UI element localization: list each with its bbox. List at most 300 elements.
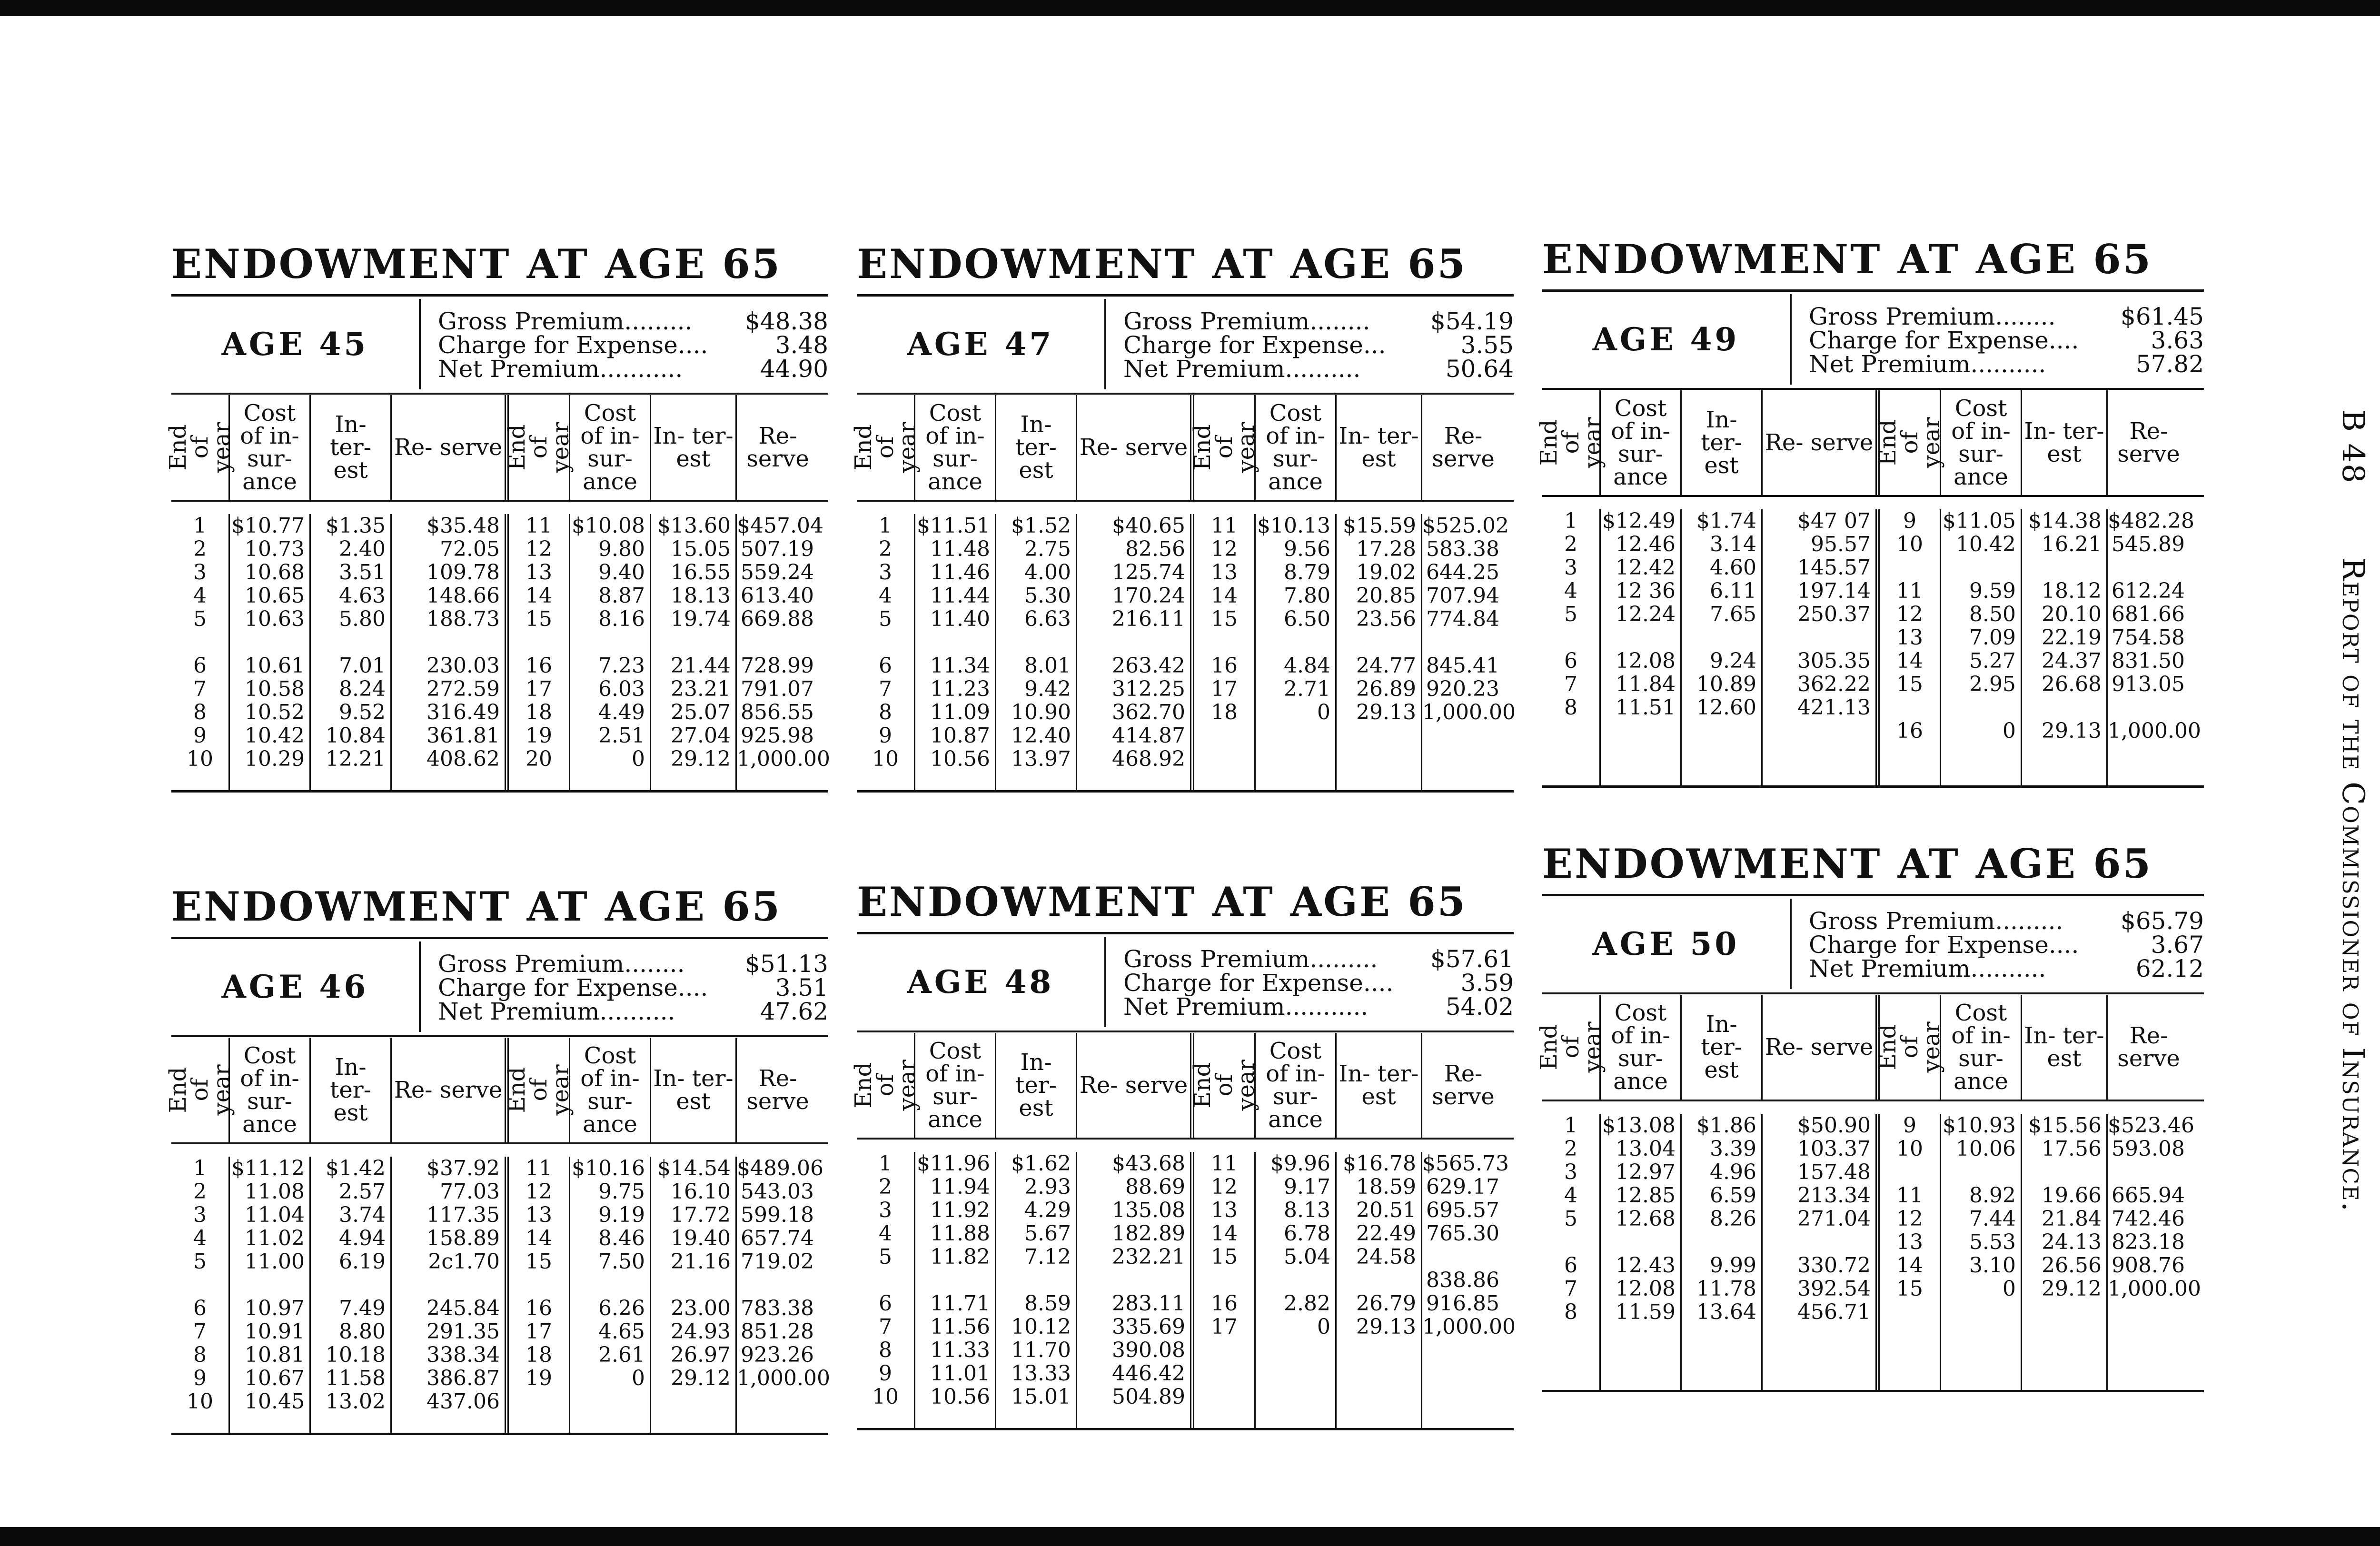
dot-leader: ........ (1309, 307, 1370, 335)
table-cell (2108, 556, 2185, 579)
table-cell (570, 1390, 645, 1413)
table-cell: 15 (526, 1249, 552, 1274)
column-header-label: End of year (504, 1064, 574, 1116)
rule (1542, 1100, 2204, 1101)
endowment-panel (1536, 233, 2204, 743)
column-header (850, 1033, 921, 1138)
table-cell: 20.10 (2042, 602, 2102, 626)
table-cell (1077, 1269, 1185, 1292)
table-cell (1880, 1347, 1940, 1370)
rule (1542, 992, 2204, 994)
table-cell: 719.02 (741, 1249, 814, 1274)
table-cell: $1.42 (326, 1156, 386, 1180)
table-cell: 707.94 (1426, 584, 1499, 608)
table-cell: $525.02 (1422, 514, 1509, 538)
table-column (735, 514, 830, 790)
table-column (1940, 1114, 2021, 1390)
table-cell: 9 (193, 1366, 207, 1390)
dot-leader: .......... (1285, 355, 1361, 383)
table-cell (1880, 556, 1940, 579)
table-cell (737, 631, 814, 654)
table-cell: 6 (193, 654, 207, 678)
table-cell: 16 (526, 654, 552, 678)
dot-leader: ........... (599, 355, 683, 383)
column-header-label: End of year (1189, 422, 1259, 473)
table-cell: 665.94 (2112, 1183, 2185, 1208)
table-cell (1337, 1362, 1416, 1385)
table-cell: 13 (526, 560, 552, 585)
premium-block (1809, 909, 2204, 981)
table-cell: 12.85 (1616, 1183, 1676, 1208)
table-cell: 21.84 (2042, 1207, 2102, 1231)
table-cell: 11.01 (930, 1361, 990, 1386)
table-cell: 913.05 (2112, 672, 2185, 696)
table-cell: 9.40 (598, 560, 645, 585)
table-cell: 25.07 (671, 700, 731, 724)
table-cell: 11.46 (930, 560, 990, 585)
table-column (1076, 514, 1190, 790)
table-cell: 16 (1211, 1291, 1238, 1316)
table-cell: $482.28 (2108, 509, 2194, 533)
table-column (914, 1152, 995, 1428)
table-cell: $10.16 (572, 1156, 645, 1180)
dot-leader: .... (677, 974, 708, 1001)
table-cell: 4.96 (1710, 1160, 1756, 1184)
table-cell: 2.51 (598, 723, 645, 748)
table-cell: 283.11 (1112, 1291, 1185, 1316)
table-cell (1194, 1362, 1254, 1385)
table-cell: 19 (526, 1366, 552, 1390)
table-column (1599, 1114, 1680, 1390)
table-cell: 15.05 (671, 537, 731, 561)
premium-charge-value: 3.55 (1460, 331, 1514, 359)
premium-net-value: 47.62 (760, 998, 828, 1025)
table-cell: 23.56 (1356, 607, 1416, 631)
table-cell: 77.03 (440, 1179, 500, 1204)
dot-leader: .......... (599, 998, 675, 1025)
table-cell: 29.13 (1356, 700, 1416, 724)
table-column (1076, 1152, 1190, 1428)
rule (1542, 1390, 2204, 1392)
table-cell (915, 631, 990, 654)
table-cell: 543.03 (741, 1179, 814, 1204)
column-header (1599, 995, 1680, 1100)
rule (857, 393, 1514, 395)
table-cell: 3.51 (339, 560, 386, 585)
column-header (2106, 995, 2190, 1100)
table-cell: 10.73 (245, 537, 305, 561)
table-cell: $10.93 (1943, 1113, 2016, 1138)
premium-gross-row (1809, 305, 2204, 328)
table-cell (2022, 743, 2102, 766)
table-cell: 10 (872, 1385, 899, 1409)
table-column (171, 514, 228, 790)
column-header (1761, 390, 1875, 495)
table-cell: 17 (1211, 1315, 1238, 1339)
table-cell (311, 631, 386, 654)
table-cell: 157.48 (1797, 1160, 1871, 1184)
table-cell: 10.67 (245, 1366, 305, 1390)
table-cell: 5.30 (1024, 584, 1071, 608)
premium-gross-label-group (1809, 909, 2063, 933)
column-header-label: In- ter- est (1339, 423, 1419, 472)
table-cell: 10.61 (245, 654, 305, 678)
table-cell: 1,000.00 (737, 1366, 830, 1390)
premium-charge-row (438, 333, 828, 357)
table-cell: $11.96 (917, 1151, 990, 1176)
column-header-label: Re- serve (1079, 1072, 1188, 1099)
table-column (1254, 1152, 1335, 1428)
column-header-label: In- ter- est (330, 411, 371, 484)
table-cell: 10.91 (245, 1319, 305, 1344)
table-column (569, 514, 650, 790)
table-cell: 24.77 (1356, 654, 1416, 678)
rule (171, 1035, 828, 1037)
table-cell (1256, 1362, 1330, 1385)
table-cell: 765.30 (1426, 1221, 1499, 1246)
table-cell (2022, 1347, 2102, 1370)
table-cell: $13.60 (657, 514, 731, 538)
premium-net-label-group (1809, 957, 2046, 981)
table-cell: 4 (879, 584, 892, 608)
table-column (914, 514, 995, 790)
table-column (1542, 509, 1599, 785)
table-column (505, 514, 569, 790)
table-cell: 4.00 (1024, 560, 1071, 585)
scan-border-bottom (0, 1527, 2380, 1546)
table-cell: 197.14 (1797, 579, 1871, 603)
column-header-label: Cost of in- sur- ance (240, 400, 299, 495)
table-cell: 2.95 (1969, 672, 2016, 696)
table-cell: $13.08 (1602, 1113, 1676, 1138)
table-cell: 9.80 (598, 537, 645, 561)
table-cell: 15.01 (1011, 1385, 1071, 1409)
column-header-label: End of year (1536, 417, 1606, 468)
premium-gross-value: $54.19 (1430, 307, 1514, 335)
table-cell: 316.49 (426, 700, 500, 724)
table-cell: 82.56 (1125, 537, 1185, 561)
table-cell: 4.49 (598, 700, 645, 724)
rule (171, 1433, 828, 1435)
table-cell: 4 (193, 1226, 207, 1250)
premium-charge-value: 3.51 (775, 974, 828, 1001)
premium-block (1809, 305, 2204, 376)
column-header-label: End of year (1874, 1021, 1945, 1073)
table-cell: 8.50 (1969, 602, 2016, 626)
table-cell: $1.86 (1696, 1113, 1756, 1138)
table-column (1940, 509, 2021, 785)
table-cell (1880, 1300, 1940, 1324)
table-cell (1256, 1269, 1330, 1292)
table-cell (1682, 1324, 1756, 1347)
table-cell: 11.84 (1616, 672, 1676, 696)
table-cell (1682, 1347, 1756, 1370)
column-header-label: In- ter- est (330, 1054, 371, 1126)
table-cell (2022, 556, 2102, 579)
table-body (857, 1152, 1514, 1428)
table-column (309, 514, 390, 790)
table-cell: 10 (187, 747, 213, 771)
table-cell: 10.63 (245, 607, 305, 631)
column-header (2021, 390, 2106, 495)
column-header-label: Cost of in- sur- ance (1266, 1038, 1325, 1133)
column-header (1536, 390, 1606, 495)
table-cell: 22.19 (2042, 625, 2102, 650)
premium-gross-value: $57.61 (1430, 945, 1514, 973)
table-cell: $10.08 (572, 514, 645, 538)
table-cell: $15.56 (2028, 1113, 2102, 1138)
table-column (735, 1156, 830, 1433)
column-header-label: Cost of in- sur- ance (1611, 395, 1670, 490)
table-cell: 13 (526, 1203, 552, 1227)
table-cell (1763, 1230, 1871, 1254)
table-cell: 6.59 (1710, 1183, 1756, 1208)
table-cell: 27.04 (671, 723, 731, 748)
column-header (1254, 395, 1335, 500)
table-cell: 9.17 (1284, 1175, 1330, 1199)
table-cell: 2 (1564, 532, 1577, 556)
table-column (1335, 514, 1421, 790)
table-cell: 13.04 (1616, 1137, 1676, 1161)
dot-leader: ......... (1995, 907, 2063, 935)
table-cell (1682, 719, 1756, 743)
table-cell: 20.51 (1356, 1198, 1416, 1222)
table-cell: 9 (879, 1361, 892, 1386)
table-cell: 8.87 (598, 584, 645, 608)
premium-net-label-group (1123, 995, 1368, 1019)
table-cell: $43.68 (1112, 1151, 1185, 1176)
premium-gross-row (438, 309, 828, 333)
table-cell: 4.63 (339, 584, 386, 608)
table-cell: 923.26 (741, 1343, 814, 1367)
dot-leader: ........ (624, 950, 685, 978)
premium-net-value: 44.90 (760, 355, 828, 383)
rule (171, 294, 828, 297)
premium-gross-label: Gross Premium (1123, 945, 1310, 973)
table-cell: 4.29 (1024, 1198, 1071, 1222)
table-cell (1256, 1338, 1330, 1362)
table-cell: 925.98 (741, 723, 814, 748)
column-header-label: Re- serve (2117, 1022, 2180, 1072)
premium-charge-row (1809, 933, 2204, 957)
endowment-panel (165, 881, 830, 1414)
table-cell (2022, 1160, 2102, 1184)
table-cell: 507.19 (741, 537, 814, 561)
table-cell: 29.12 (2042, 1277, 2102, 1301)
table-cell: 12.43 (1616, 1253, 1676, 1278)
table-cell (737, 1390, 814, 1413)
table-cell: 305.35 (1797, 649, 1871, 673)
table-cell: $14.54 (657, 1156, 731, 1180)
table-cell: 10.18 (326, 1343, 386, 1367)
column-header-label: Re- serve (394, 434, 503, 461)
premium-charge-row (1123, 333, 1514, 357)
table-cell: 362.70 (1112, 700, 1185, 724)
table-cell: 1 (193, 1156, 207, 1180)
table-cell (1256, 631, 1330, 654)
table-cell (2108, 1300, 2185, 1324)
table-cell (1337, 747, 1416, 771)
premium-charge-label-group (1809, 933, 2079, 957)
table-cell: 12.46 (1616, 532, 1676, 556)
column-header (1076, 1033, 1190, 1138)
column-header (1421, 1033, 1504, 1138)
table-cell (1422, 1362, 1499, 1385)
column-headers (1536, 390, 2204, 495)
premium-net-label: Net Premium (438, 355, 600, 383)
table-cell: 6 (879, 654, 892, 678)
table-cell (570, 1273, 645, 1297)
table-cell (1077, 631, 1185, 654)
column-header (1761, 995, 1875, 1100)
table-cell: 612.24 (2112, 579, 2185, 603)
table-cell: 4 (879, 1221, 892, 1246)
column-header (914, 1033, 995, 1138)
rule (1542, 388, 2204, 390)
table-cell: 232.21 (1112, 1245, 1185, 1269)
table-cell: 11.56 (930, 1315, 990, 1339)
table-cell: 8 (1564, 695, 1577, 720)
premium-charge-label: Charge for Expense (1809, 327, 2049, 354)
premium-charge-row (438, 976, 828, 1000)
table-cell: 338.34 (426, 1343, 500, 1367)
table-cell (857, 631, 914, 654)
table-cell (1256, 724, 1330, 747)
endowment-panel (165, 238, 830, 771)
table-cell (1682, 1230, 1756, 1254)
panel-title: ENDOWMENT AT AGE 65 (1542, 840, 2153, 887)
table-cell: 26.68 (2042, 672, 2102, 696)
table-cell: 3 (193, 1203, 207, 1227)
table-cell (2022, 696, 2102, 719)
table-column (569, 1157, 650, 1433)
table-cell: 14 (526, 1226, 552, 1250)
premium-charge-label-group (1123, 333, 1386, 357)
rule (857, 1428, 1514, 1430)
table-cell: 7.01 (339, 654, 386, 678)
table-cell: 182.89 (1112, 1221, 1185, 1246)
table-cell: 1 (1564, 509, 1577, 533)
table-cell (1194, 631, 1254, 654)
table-cell: 7.12 (1024, 1245, 1071, 1269)
table-column (650, 514, 735, 790)
table-cell (1542, 719, 1599, 743)
column-header (995, 1033, 1076, 1138)
table-cell: 245.84 (426, 1296, 500, 1320)
table-cell: 11.82 (930, 1245, 990, 1269)
dot-leader: .... (2048, 931, 2079, 959)
column-header (2106, 390, 2190, 495)
premium-charge-value: 3.59 (1460, 969, 1514, 997)
table-cell (1941, 556, 2016, 579)
table-cell: 838.86 (1426, 1268, 1499, 1292)
table-column (1421, 1151, 1516, 1428)
column-header-label: In- ter- est (653, 423, 734, 472)
table-cell: 593.08 (2112, 1137, 2185, 1161)
table-cell: $50.90 (1797, 1113, 1871, 1138)
table-cell: 8.13 (1284, 1198, 1330, 1222)
table-cell: 8 (193, 700, 207, 724)
table-cell: 9.42 (1024, 677, 1071, 701)
table-cell: 14 (1896, 1253, 1923, 1278)
table-cell: 7.44 (1969, 1207, 2016, 1231)
table-cell (1256, 747, 1330, 771)
table-cell: 10.87 (930, 723, 990, 748)
table-cell (1422, 1338, 1499, 1362)
table-cell: 5.67 (1024, 1221, 1071, 1246)
table-cell: 12 (526, 537, 552, 561)
premium-net-row (1123, 995, 1514, 1019)
table-cell: 11 (1896, 579, 1923, 603)
column-header (1680, 390, 1761, 495)
column-header (228, 1038, 309, 1142)
table-cell: 272.59 (426, 677, 500, 701)
table-cell: 14 (1896, 649, 1923, 673)
column-header-label: Re- serve (746, 423, 809, 472)
premium-gross-label-group (1123, 309, 1370, 333)
table-cell: 24.37 (2042, 649, 2102, 673)
table-cell: 6 (1564, 649, 1577, 673)
rule (1542, 495, 2204, 497)
column-header (165, 395, 235, 500)
table-cell (1422, 1385, 1499, 1408)
table-column (1680, 509, 1761, 785)
column-header-label: Cost of in- sur- ance (1951, 1000, 2011, 1095)
table-cell (230, 631, 305, 654)
table-cell: 9 (1903, 509, 1916, 533)
table-cell: 10.84 (326, 723, 386, 748)
table-cell: 10.42 (245, 723, 305, 748)
column-header-label: End of year (165, 422, 235, 473)
column-header-label: End of year (504, 422, 574, 473)
age-heading: AGE 49 (1542, 294, 1792, 385)
table-cell: $1.74 (1696, 509, 1756, 533)
age-heading: AGE 45 (171, 299, 421, 389)
table-cell: 26.89 (1356, 677, 1416, 701)
column-headers (165, 1038, 828, 1142)
column-header (1335, 1033, 1421, 1138)
table-cell: 250.37 (1797, 602, 1871, 626)
table-cell: 170.24 (1112, 584, 1185, 608)
column-header (995, 395, 1076, 500)
premium-gross-value: $65.79 (2121, 907, 2204, 935)
table-cell: 8.46 (598, 1226, 645, 1250)
premium-charge-label-group (1809, 328, 2079, 352)
table-cell (392, 631, 500, 654)
column-header (1254, 1033, 1335, 1138)
premium-charge-row (1809, 328, 2204, 352)
premium-net-row (1809, 352, 2204, 376)
table-column (1190, 1152, 1254, 1428)
table-cell: 12 (1896, 602, 1923, 626)
table-cell: 12 (526, 1179, 552, 1204)
table-cell: 5 (193, 1249, 207, 1274)
table-cell: 10.29 (245, 747, 305, 771)
dot-leader: .... (2048, 327, 2079, 354)
table-cell: 9 (193, 723, 207, 748)
premium-charge-label: Charge for Expense (1123, 331, 1363, 359)
table-cell: 2.93 (1024, 1175, 1071, 1199)
table-cell: 18 (1211, 700, 1238, 724)
table-cell: $565.73 (1422, 1151, 1509, 1176)
table-cell: 11.48 (930, 537, 990, 561)
table-cell: 7 (193, 1319, 207, 1344)
table-cell (1763, 626, 1871, 649)
rule (171, 393, 828, 395)
table-column (2021, 1114, 2106, 1390)
table-cell: 845.41 (1426, 654, 1499, 678)
rule (1542, 785, 2204, 788)
